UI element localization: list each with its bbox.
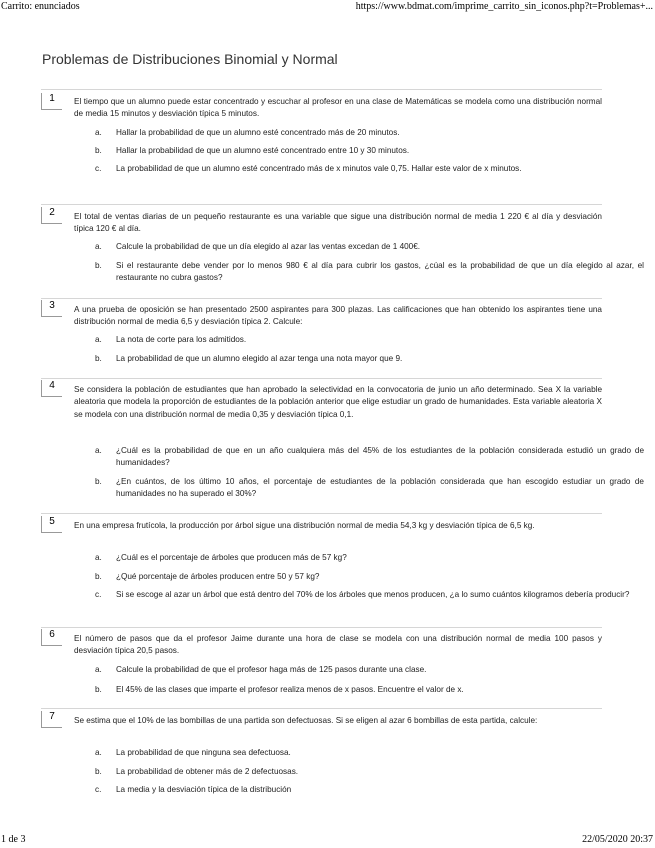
problem-divider: [41, 513, 602, 514]
problem-statement: El número de pasos que da el profesor Jaime durante una hora de clase se modela con una distribución normal de media 100 pasos y desviación típica 20,5 pasos.: [74, 634, 602, 656]
item-text: ¿Qué porcentaje de árboles producen entre 50 y 57 kg?: [116, 572, 320, 581]
problem-number: 4: [41, 380, 62, 397]
item-label: b.: [95, 354, 102, 363]
item-text: Hallar la probabilidad de que un alumno esté concentrado entre 10 y 30 minutos.: [116, 146, 410, 155]
item-label: a.: [95, 446, 102, 455]
item-text: La probabilidad de obtener más de 2 defectuosas.: [116, 767, 299, 776]
item-label: b.: [95, 146, 102, 155]
footer-page-count: 1 de 3: [1, 834, 26, 845]
problem-item: [74, 127, 644, 139]
print-footer: [0, 834, 655, 846]
problem-item: [74, 476, 644, 501]
item-text: La probabilidad de que un alumno elegido al azar tenga una nota mayor que 9.: [116, 354, 403, 363]
item-text: Calcule la probabilidad de que un día elegido al azar las ventas excedan de 1 400€.: [116, 242, 421, 251]
problem-statement: En una empresa frutícola, la producción por árbol sigue una distribución normal de media 54,3 kg y desviación típica de 6,5 kg.: [74, 521, 535, 530]
item-text: ¿Cuál es la probabilidad de que en un año cualquiera más del 45% de los estudiantes de la población considerada estudió un grado de humanidades?: [116, 446, 644, 468]
item-text: La probabilidad de que un alumno esté concentrado más de x minutos vale 0,75. Hallar este valor de x minutos.: [116, 164, 522, 173]
problem-item: [74, 784, 644, 796]
print-header: [0, 1, 655, 13]
item-label: a.: [95, 128, 102, 137]
problem-item: [74, 571, 644, 583]
header-page-title: Carrito: enunciados: [1, 1, 80, 12]
item-text: ¿Cuál es el porcentaje de árboles que producen más de 57 kg?: [116, 553, 347, 562]
item-text: La probabilidad de que ninguna sea defectuosa.: [116, 748, 291, 757]
problem-number: 1: [41, 93, 62, 110]
item-label: a.: [95, 242, 102, 251]
problem-number: 3: [41, 300, 62, 317]
item-label: c.: [95, 164, 102, 173]
problem-statement: A una prueba de oposición se han presentado 2500 aspirantes para 300 plazas. Las calificaciones que han obtenido los aspirantes tiene una distribución normal de media 6,5 y desviación típica 2. Calcule:: [74, 305, 602, 327]
item-label: a.: [95, 665, 102, 674]
problem-divider: [41, 89, 602, 90]
problem-item: [74, 260, 644, 285]
page-title: Problemas de Distribuciones Binomial y Normal: [42, 51, 338, 68]
problem-divider: [41, 298, 602, 299]
item-text: Calcule la probabilidad de que el profesor haga más de 125 pasos durante una clase.: [116, 665, 427, 674]
item-label: b.: [95, 572, 102, 581]
problem-item: [74, 664, 644, 676]
problem-number: 7: [41, 711, 62, 728]
item-text: Si se escoge al azar un árbol que está dentro del 70% de los árboles que menos producen, ¿a lo sumo cuántos kilogramos debería producir?: [116, 590, 630, 599]
problem-statement: Se considera la población de estudiantes que han aprobado la selectividad en la convocatoria de junio un año determinado. Sea X la variable aleatoria que modela la proporción de estudiantes de la población anterior que elige estudiar un grado de humanidades. Esta variable aleatoria X se modela con una distribución normal de media 0,35 y desviación típica 0,1.: [74, 385, 602, 419]
item-label: b.: [95, 685, 102, 694]
problem-item: [74, 552, 644, 564]
problem-item: [74, 334, 644, 346]
item-text: Si el restaurante debe vender por lo menos 980 € al día para cubrir los gastos, ¿cúal es la probabilidad de que un día elegido al azar, el restaurante no cubra gastos?: [116, 261, 644, 283]
problem-item: [74, 445, 644, 470]
item-text: La nota de corte para los admitidos.: [116, 335, 247, 344]
item-text: ¿En cuántos, de los último 10 años, el porcentaje de estudiantes de la población considerada que han escogido estudiar un grado de humanidades no ha superado el 30%?: [116, 477, 644, 499]
problem-divider: [41, 627, 602, 628]
item-label: a.: [95, 335, 102, 344]
problem-divider: [41, 204, 602, 205]
problem-statement: Se estima que el 10% de las bombillas de una partida son defectuosas. Si se eligen al azar 6 bombillas de esta partida, calcule:: [74, 716, 538, 725]
problem-item: [74, 766, 644, 778]
problem-number: 2: [41, 207, 62, 224]
problem-item: [74, 353, 644, 365]
problem-divider: [41, 708, 602, 709]
problem-item: [74, 145, 644, 157]
problem-statement: El tiempo que un alumno puede estar concentrado y escuchar al profesor en una clase de Matemáticas se modela como una distribución normal de media 15 minutos y desviación típica 5 minutos.: [74, 97, 602, 119]
item-text: El 45% de las clases que imparte el profesor realiza menos de x pasos. Encuentre el valor de x.: [116, 685, 464, 694]
problem-item: [74, 163, 644, 175]
item-label: b.: [95, 767, 102, 776]
problem-number: 6: [41, 629, 62, 646]
header-url: https://www.bdmat.com/imprime_carrito_sin_iconos.php?t=Problemas+...: [355, 1, 653, 12]
item-label: c.: [95, 590, 102, 599]
item-text: La media y la desviación típica de la distribución: [116, 785, 292, 794]
item-label: c.: [95, 785, 102, 794]
problem-statement: El total de ventas diarias de un pequeño restaurante es una variable que sigue una distribución normal de media 1 220 € al día y desviación típica 120 € al día.: [74, 212, 602, 234]
item-label: a.: [95, 553, 102, 562]
item-label: a.: [95, 748, 102, 757]
item-text: Hallar la probabilidad de que un alumno esté concentrado más de 20 minutos.: [116, 128, 400, 137]
item-label: b.: [95, 477, 102, 486]
item-label: b.: [95, 261, 102, 270]
footer-timestamp: 22/05/2020 20:37: [582, 834, 653, 845]
problem-item: [74, 589, 644, 601]
problem-item: [74, 684, 644, 696]
problem-number: 5: [41, 516, 62, 533]
problem-divider: [41, 378, 602, 379]
problem-item: [74, 241, 644, 253]
problem-item: [74, 747, 644, 759]
